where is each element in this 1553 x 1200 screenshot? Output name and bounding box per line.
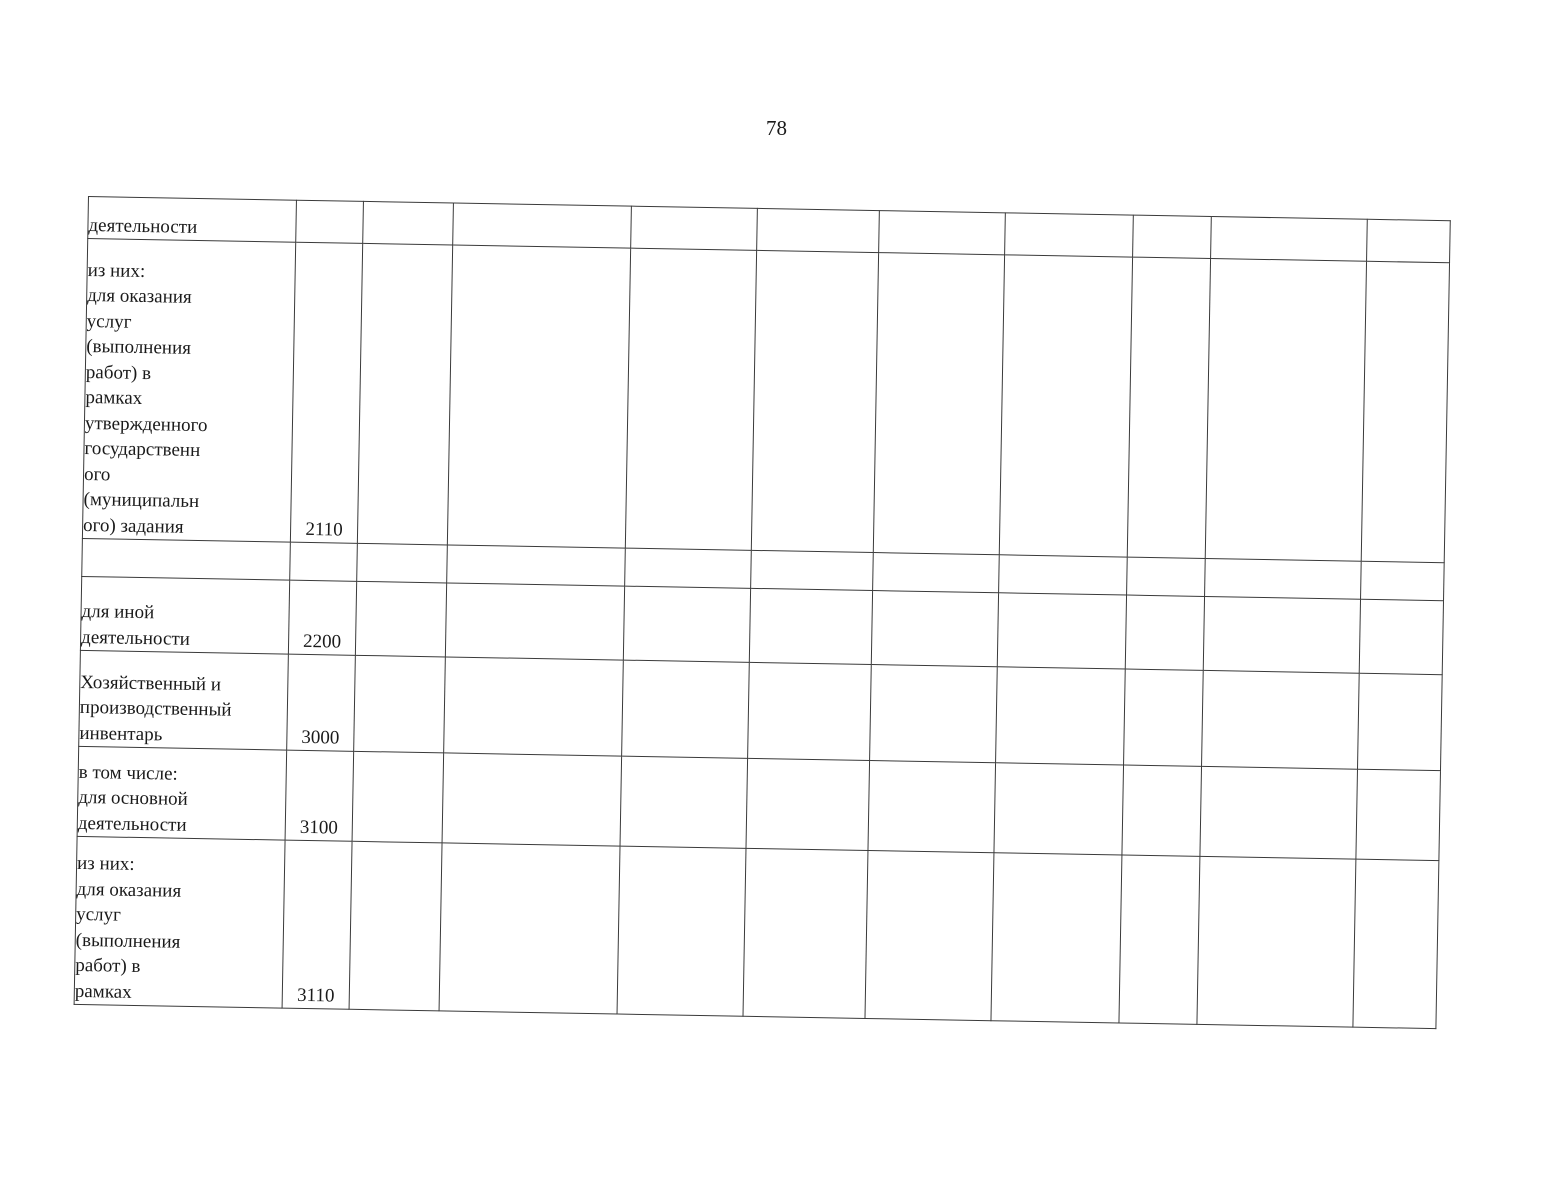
row-label-line: инвентарь <box>79 722 163 745</box>
row-code <box>296 200 364 243</box>
empty-cell <box>1133 215 1212 258</box>
empty-cell <box>994 763 1124 855</box>
row-label-line: услуг <box>76 903 122 926</box>
empty-cell <box>997 593 1126 669</box>
empty-cell <box>620 756 748 848</box>
row-label <box>79 650 289 750</box>
data-table <box>74 196 1451 1029</box>
empty-cell <box>354 655 446 753</box>
row-label-line: рамках <box>74 980 132 1003</box>
row-label-line: для иной <box>81 600 155 624</box>
row-label-line: (муниципальн <box>83 488 200 513</box>
empty-cell <box>1127 557 1206 596</box>
empty-cell <box>1356 769 1441 860</box>
empty-cell <box>623 586 750 662</box>
empty-cell <box>363 201 454 245</box>
row-label <box>82 538 291 580</box>
row-label-line: для оказания <box>76 878 182 902</box>
empty-cell <box>879 211 1006 255</box>
empty-cell <box>1197 856 1356 1027</box>
empty-cell <box>870 665 998 763</box>
row-label-line: для оказания <box>87 285 192 308</box>
empty-cell <box>999 555 1128 595</box>
empty-cell <box>631 206 758 250</box>
empty-cell <box>865 850 994 1020</box>
row-label <box>77 746 287 840</box>
empty-cell <box>996 667 1126 765</box>
row-code: 2110 <box>290 242 362 543</box>
row-code <box>290 542 358 581</box>
empty-cell <box>1205 258 1366 561</box>
row-label <box>88 197 297 243</box>
row-label-line: из них: <box>76 852 135 875</box>
row-label-line: в том числе: <box>78 761 178 785</box>
row-label-line: для основной <box>78 786 188 810</box>
row-code: 2200 <box>288 580 356 655</box>
row-code: 3100 <box>285 750 354 841</box>
empty-cell <box>748 662 872 760</box>
empty-cell <box>1361 261 1449 562</box>
empty-cell <box>625 548 752 588</box>
empty-cell <box>746 758 870 850</box>
row-label-line: производственный <box>79 696 232 721</box>
empty-cell <box>622 660 750 758</box>
empty-cell <box>1202 670 1360 769</box>
empty-cell <box>617 846 746 1016</box>
empty-cell <box>743 848 868 1018</box>
row-label-line: ого <box>83 463 111 485</box>
row-label-line: работ) в <box>85 361 152 384</box>
row-label-line: деятельности <box>77 812 187 836</box>
empty-cell <box>1359 599 1443 674</box>
empty-cell <box>1119 855 1200 1024</box>
table-row <box>82 239 1449 563</box>
row-label-line: услуг <box>86 310 132 333</box>
empty-cell <box>873 553 1000 593</box>
empty-cell <box>751 250 878 552</box>
empty-cell <box>352 751 444 843</box>
empty-cell <box>357 543 448 583</box>
row-label-line: (выполнения <box>86 335 192 359</box>
empty-cell <box>757 208 880 252</box>
empty-cell <box>991 853 1122 1023</box>
empty-cell <box>355 581 446 657</box>
empty-cell <box>1122 765 1202 856</box>
empty-cell <box>1125 595 1204 670</box>
row-label-line: из них: <box>87 259 146 282</box>
empty-cell <box>447 545 626 586</box>
empty-cell <box>1367 219 1451 262</box>
empty-cell <box>1205 558 1362 599</box>
table-body <box>74 197 1450 1029</box>
row-label-line: Хозяйственный и <box>80 671 222 695</box>
table-row <box>74 836 1439 1028</box>
empty-cell <box>751 550 874 590</box>
empty-cell <box>439 843 620 1014</box>
row-label-line: деятельности <box>88 214 198 238</box>
empty-cell <box>445 583 624 660</box>
row-label-line: утвержденного <box>84 412 208 436</box>
empty-cell <box>1353 859 1439 1028</box>
empty-cell <box>1357 673 1442 770</box>
empty-cell <box>357 243 452 545</box>
row-code: 3000 <box>287 654 356 751</box>
row-label-line: ого) задания <box>82 514 184 538</box>
empty-cell <box>749 588 872 664</box>
empty-cell <box>1200 766 1358 859</box>
empty-cell <box>447 245 630 548</box>
row-label <box>74 836 285 1008</box>
empty-cell <box>868 761 996 853</box>
empty-cell <box>442 753 622 846</box>
row-label-line: рамках <box>85 386 143 409</box>
empty-cell <box>1124 669 1204 766</box>
empty-cell <box>873 253 1004 555</box>
empty-cell <box>871 591 998 667</box>
empty-cell <box>444 657 624 756</box>
empty-cell <box>1361 561 1445 600</box>
row-code: 3110 <box>282 840 352 1009</box>
empty-cell <box>625 248 756 550</box>
empty-cell <box>1203 596 1360 673</box>
empty-cell <box>349 841 442 1011</box>
row-label-line: деятельности <box>80 626 191 650</box>
row-label <box>82 239 295 543</box>
empty-cell <box>1211 216 1368 261</box>
row-label-line: государственн <box>84 437 201 462</box>
empty-cell <box>999 255 1132 557</box>
row-label-line: (выполнения <box>75 929 181 953</box>
page-number: 78 <box>766 116 787 140</box>
row-label <box>80 576 289 654</box>
table-sheet <box>74 196 1450 1029</box>
row-label-line: работ) в <box>75 954 141 978</box>
empty-cell <box>453 203 632 248</box>
empty-cell <box>1005 213 1134 257</box>
empty-cell <box>1127 257 1210 558</box>
